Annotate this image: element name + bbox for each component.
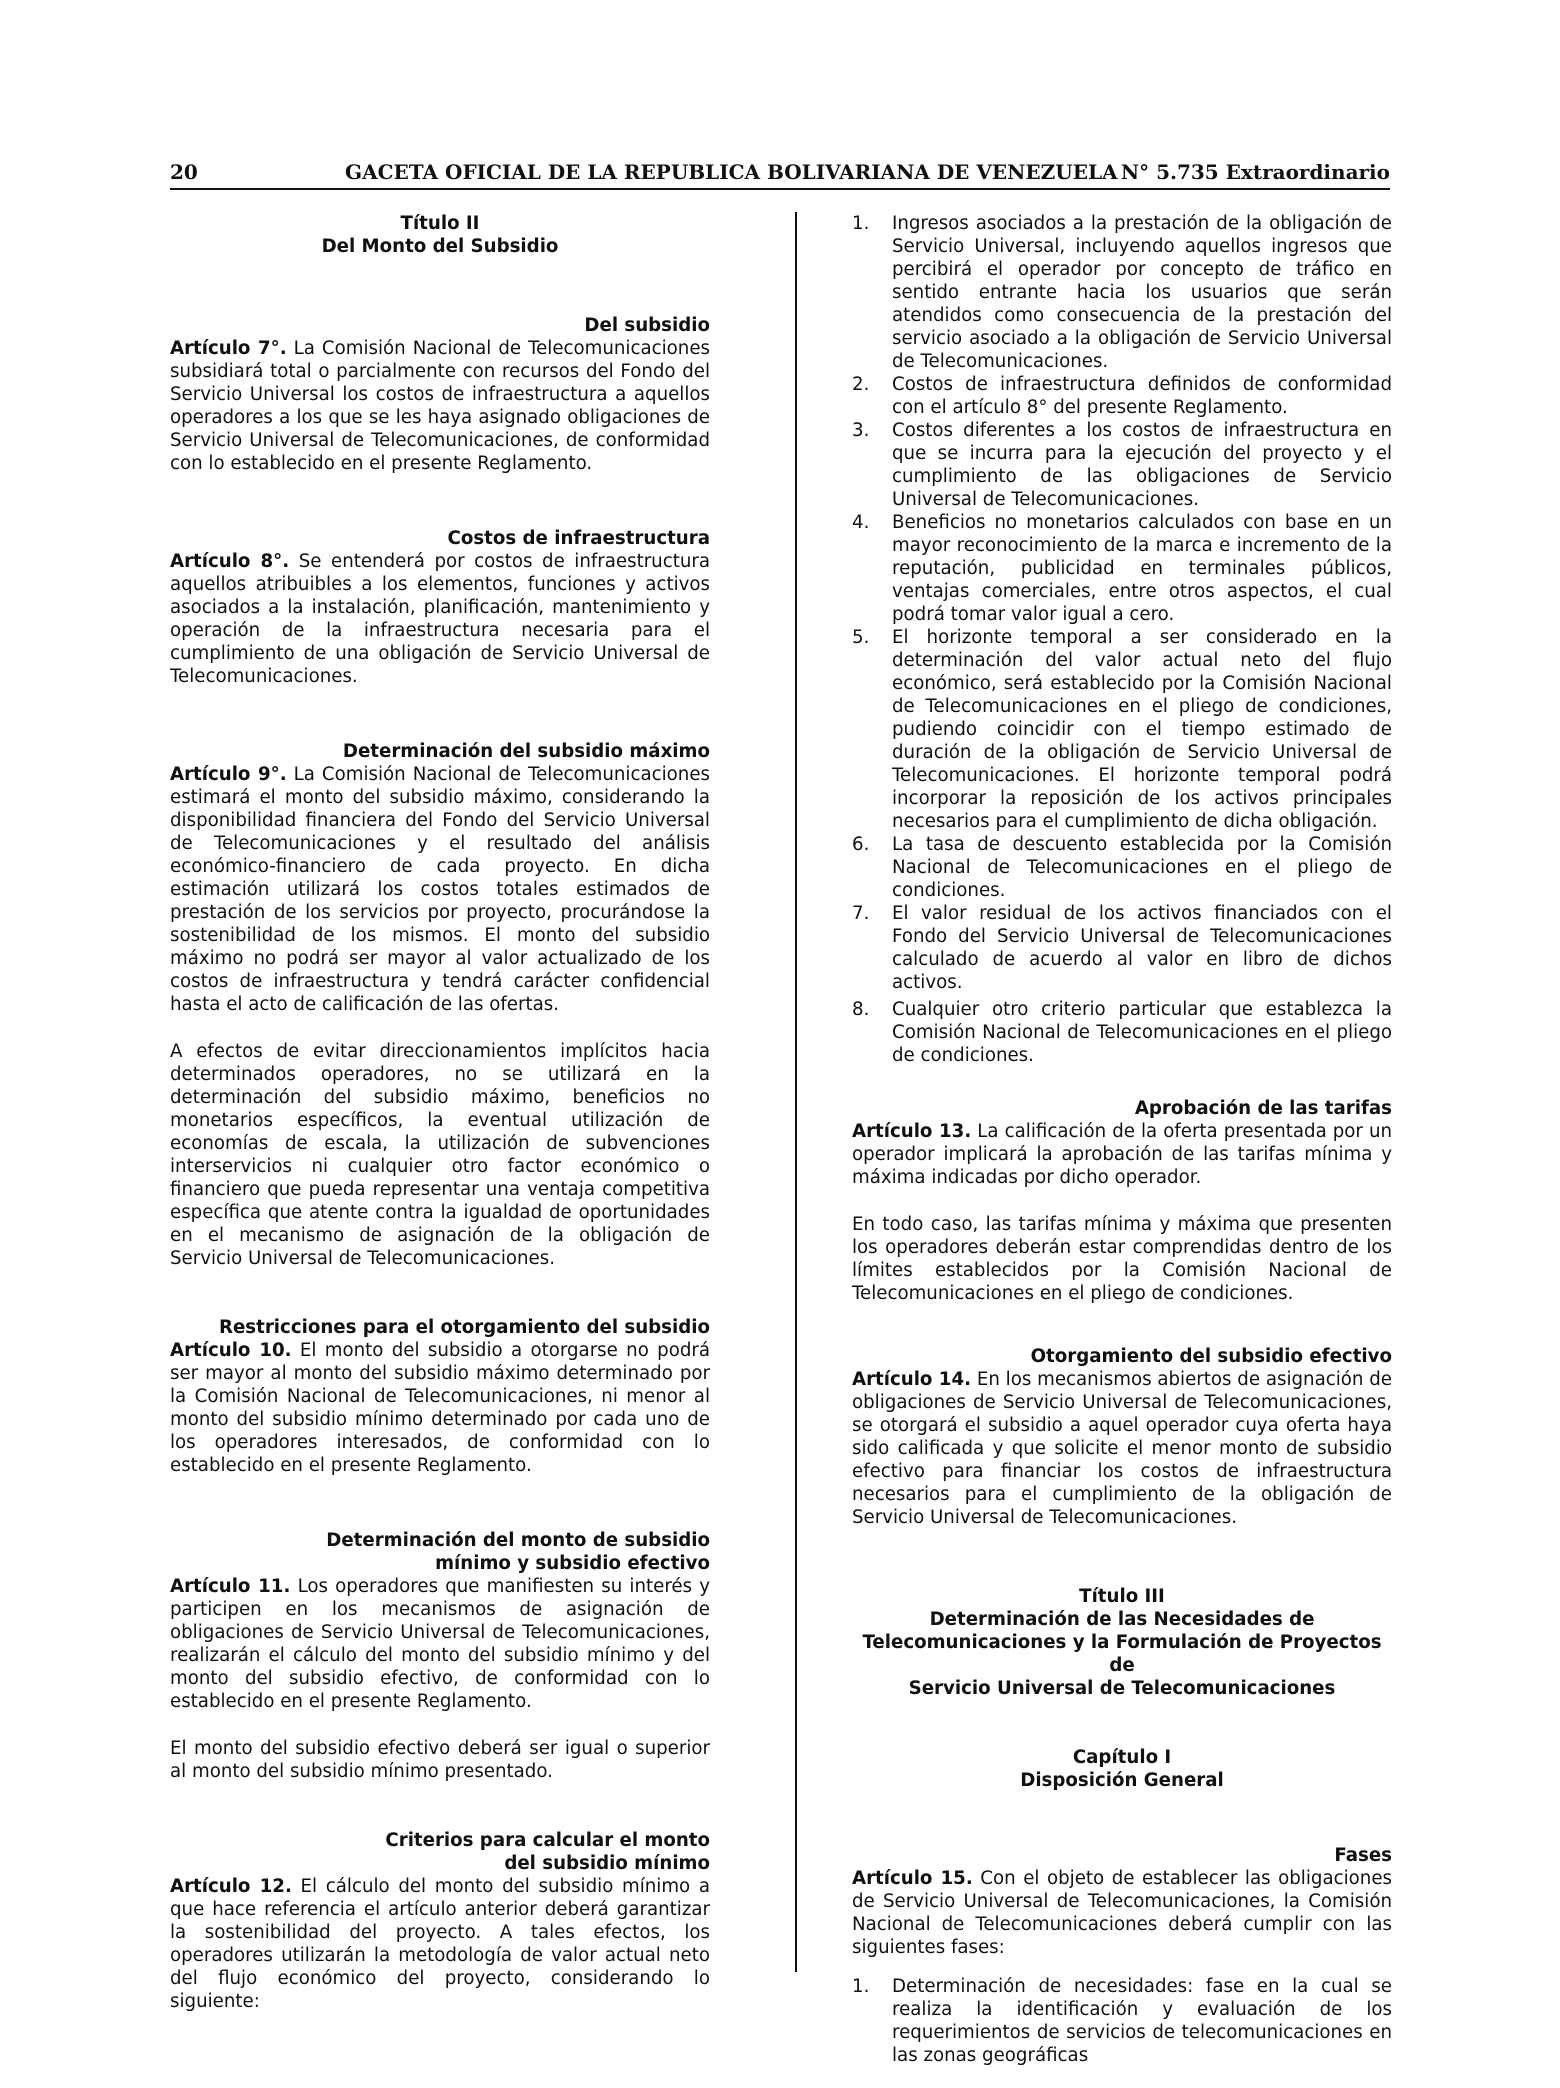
- article-text: La Comisión Nacional de Telecomunicaciones estimará el monto del subsidio máximo, considerando la disponibilidad financiera del Fondo del Servicio Universal de Telecomunicaciones y el resultado del análisis económico-financiero de cada proyecto. En dicha estimación utilizará los costos totales estimados de prestación de los servicios por proyecto, procurándose la sostenibilidad de los mismos. El monto del subsidio máximo no podrá ser mayor al valor actualizado de los costos de infraestructura y tendrá carácter confidencial hasta el acto de calificación de las ofertas.: [170, 764, 710, 1015]
- left-column: [170, 212, 710, 2013]
- list-item: 5. El horizonte temporal a ser considerado en la determinación del valor actual neto del flujo económico, será establecido por la Comisión Nacional de Telecomunicaciones en el pliego de condiciones, pudiendo coincidir con el tiempo estimado de duración de la obligación de Servicio Universal de Telecomunicaciones. El horizonte temporal podrá incorporar la reposición de los activos principales necesarios para el cumplimiento de dicha obligación.: [852, 627, 1392, 832]
- list-item: 1. Determinación de necesidades: fase en la cual se realiza la identificación y evaluación de los requerimientos de servicios de telecomunicaciones en las zonas geográficas: [852, 1976, 1392, 2066]
- article-text: La Comisión Nacional de Telecomunicaciones subsidiará total o parcialmente con recursos del Fondo del Servicio Universal los costos de infraestructura a aquellos operadores a los que se les haya asignado obligaciones de Servicio Universal de Telecomunicaciones, de conformidad con lo establecido en el presente Reglamento.: [170, 338, 710, 474]
- title-heading: Título III: [1079, 1586, 1165, 1607]
- list-item: 3. Costos diferentes a los costos de infraestructura en que se incurra para la ejecución del proyecto y el cumplimiento de las obligaciones de Servicio Universal de Telecomunicaciones.: [852, 420, 1392, 510]
- list-item: 1. Ingresos asociados a la prestación de la obligación de Servicio Universal, incluyendo aquellos ingresos que percibirá el operador por concepto de tráfico en sentido entrante hacia los usuarios que serán atendidos como consecuencia de la prestación del servicio asociado a la obligación de Servicio Universal de Telecomunicaciones.: [852, 213, 1392, 372]
- article-paragraph: A efectos de evitar direccionamientos implícitos hacia determinados operadores, no se utilizará en la determinación del subsidio máximo, beneficios no monetarios específicos, la eventual utilización de economías de escala, la utilización de subvenciones interservicios ni cualquier otro factor económico o financiero que pueda representar una ventaja competitiva específica que atente contra la igualdad de oportunidades en el mecanismo de asignación de la obligación de Servicio Universal de Telecomunicaciones.: [170, 1041, 710, 1269]
- article-paragraph: En todo caso, las tarifas mínima y máxima que presenten los operadores deberán estar comprendidas dentro de los límites establecidos por la Comisión Nacional de Telecomunicaciones en el pliego de condiciones.: [852, 1214, 1392, 1304]
- article-paragraph: El monto del subsidio efectivo deberá ser igual o superior al monto del subsidio mínimo presentado.: [170, 1738, 710, 1782]
- article-label: Artículo 9°.: [170, 764, 287, 785]
- page-header: [170, 160, 1390, 186]
- article-label: Artículo 13.: [852, 1121, 972, 1142]
- article-paragraph: [852, 1867, 1392, 1959]
- article-label: Artículo 10.: [170, 1340, 292, 1361]
- article-label: Artículo 12.: [170, 1876, 292, 1897]
- article-heading: Del subsidio: [584, 315, 710, 336]
- article-paragraph: [170, 1875, 710, 2013]
- title-subheading: Del Monto del Subsidio: [321, 236, 559, 257]
- article-paragraph: [852, 1368, 1392, 1529]
- phases-list: [852, 1975, 1392, 2067]
- article-text: En los mecanismos abiertos de asignación de obligaciones de Servicio Universal de Telecomunicaciones, se otorgará el subsidio a aquel operador cuya oferta haya sido calificada y que solicite el menor monto de subsidio efectivo para financiar los costos de infraestructura necesarios para el cumplimiento de la obligación de Servicio Universal de Telecomunicaciones.: [852, 1369, 1392, 1528]
- list-item: 4. Beneficios no monetarios calculados con base en un mayor reconocimiento de la marca e incremento de la reputación, publicidad en terminales públicos, ventajas comerciales, entre otros aspectos, el cual podrá tomar valor igual a cero.: [852, 512, 1392, 625]
- article-label: Artículo 15.: [852, 1868, 973, 1889]
- article-text: Los operadores que manifiesten su interés y participen en los mecanismos de asignación de obligaciones de Servicio Universal de Telecomunicaciones, realizarán el cálculo del monto del subsidio mínimo y del monto del subsidio efectivo, de conformidad con lo establecido en el presente Reglamento.: [170, 1576, 710, 1712]
- article-paragraph: [170, 763, 710, 1016]
- article-paragraph: [170, 1575, 710, 1713]
- title-subheading: Determinación de las Necesidades de: [929, 1609, 1315, 1630]
- article-heading: Criterios para calcular el monto: [385, 1830, 710, 1851]
- header-rule: [170, 188, 1390, 190]
- page-number: 20: [170, 160, 198, 184]
- column-divider: [795, 212, 797, 1972]
- article-heading: Restricciones para el otorgamiento del subsidio: [218, 1317, 710, 1338]
- article-heading: Aprobación de las tarifas: [1134, 1098, 1392, 1119]
- article-heading: Determinación del monto de subsidio: [326, 1530, 710, 1551]
- article-paragraph: [170, 550, 710, 688]
- article-text: Con el objeto de establecer las obligaciones de Servicio Universal de Telecomunicaciones, la Comisión Nacional de Telecomunicaciones deberá cumplir con las siguientes fases:: [852, 1868, 1392, 1958]
- list-item: 6. La tasa de descuento establecida por la Comisión Nacional de Telecomunicaciones en el pliego de condiciones.: [852, 834, 1392, 901]
- title-subheading: Servicio Universal de Telecomunicaciones: [908, 1678, 1336, 1699]
- article-text: El cálculo del monto del subsidio mínimo a que hace referencia el artículo anterior deberá garantizar la sostenibilidad del proyecto. A tales efectos, los operadores utilizarán la metodología de valor actual neto del flujo económico del proyecto, considerando lo siguiente:: [170, 1876, 710, 2012]
- title-subheading: Telecomunicaciones y la Formulación de Proyectos de: [862, 1632, 1382, 1676]
- article-text: Se entenderá por costos de infraestructura aquellos atribuibles a los elementos, funciones y activos asociados a la instalación, planificación, mantenimiento y operación de la infraestructura necesaria para el cumplimiento de una obligación de Servicio Universal de Telecomunicaciones.: [170, 551, 710, 687]
- article-text: La calificación de la oferta presentada por un operador implicará la aprobación de las tarifas mínima y máxima indicadas por dicho operador.: [852, 1121, 1392, 1188]
- list-item: 8. Cualquier otro criterio particular que establezca la Comisión Nacional de Telecomunicaciones en el pliego de condiciones.: [852, 999, 1392, 1066]
- gazette-title: GACETA OFICIAL DE LA REPUBLICA BOLIVARIANA DE VENEZUELA: [345, 160, 1118, 184]
- article-heading: Fases: [1334, 1845, 1392, 1866]
- article-paragraph: [852, 1120, 1392, 1189]
- edition-number: N° 5.735 Extraordinario: [1120, 160, 1390, 184]
- list-item: 2. Costos de infraestructura definidos de conformidad con el artículo 8° del presente Reglamento.: [852, 374, 1392, 418]
- chapter-heading: Capítulo I: [1072, 1747, 1172, 1768]
- article-label: Artículo 8°.: [170, 551, 290, 572]
- title-heading: Título II: [400, 213, 480, 234]
- article-paragraph: [170, 337, 710, 475]
- article-paragraph: [170, 1339, 710, 1477]
- right-column: [852, 212, 1392, 2067]
- article-heading: Otorgamiento del subsidio efectivo: [1030, 1346, 1392, 1367]
- list-item: 7. El valor residual de los activos financiados con el Fondo del Servicio Universal de Telecomunicaciones calculado de acuerdo al valor en libro de dichos activos.: [852, 903, 1392, 993]
- article-text: El monto del subsidio a otorgarse no podrá ser mayor al monto del subsidio máximo determinado por la Comisión Nacional de Telecomunicaciones, ni menor al monto del subsidio mínimo determinado por cada uno de los operadores interesados, de conformidad con lo establecido en el presente Reglamento.: [170, 1340, 711, 1476]
- criteria-list: [852, 212, 1392, 1067]
- chapter-subheading: Disposición General: [1020, 1770, 1224, 1791]
- article-label: Artículo 7°.: [170, 338, 287, 359]
- article-label: Artículo 14.: [852, 1369, 972, 1390]
- article-label: Artículo 11.: [170, 1576, 291, 1597]
- article-heading: mínimo y subsidio efectivo: [435, 1553, 710, 1574]
- article-heading: Determinación del subsidio máximo: [342, 741, 710, 762]
- article-heading: del subsidio mínimo: [504, 1853, 710, 1874]
- article-heading: Costos de infraestructura: [447, 528, 710, 549]
